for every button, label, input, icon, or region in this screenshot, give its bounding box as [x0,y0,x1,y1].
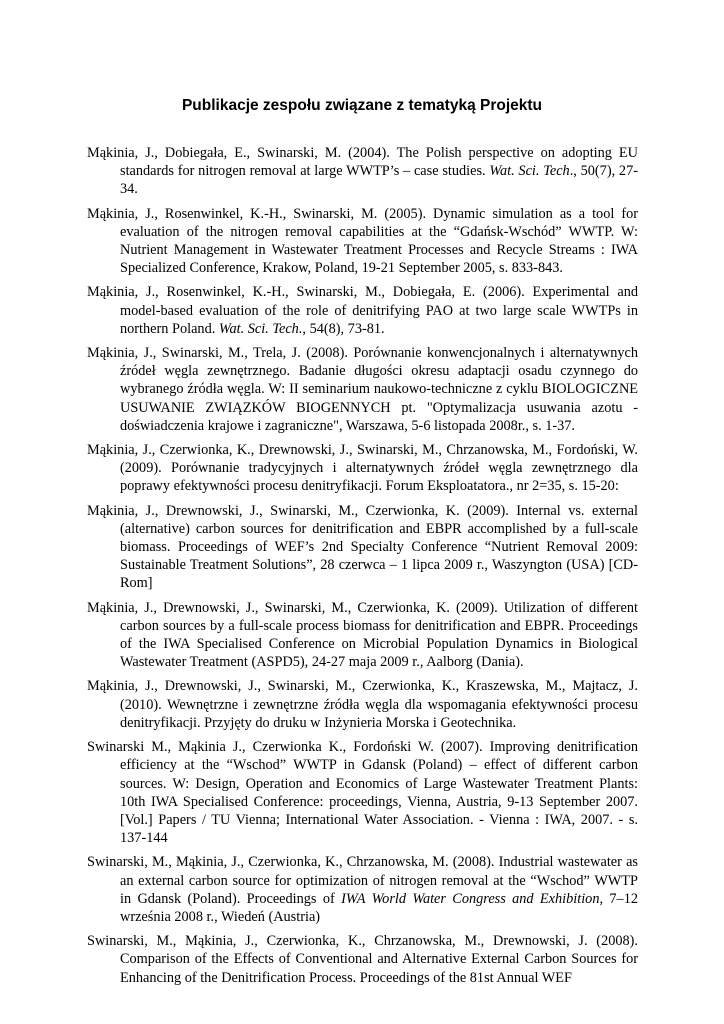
reference-text: ., 50(7), 27-34. [120,163,638,198]
reference-text: Mąkinia, J., Swinarski, M., Trela, J. (2008). Porównanie konwencjonalnych i alternatywnych źródeł węgla zewnętrznego. Badanie długości okresu adaptacji osadu czynnego do wybranego źródła węgla. W: II seminarium naukowo-techniczne z cyklu BIOLOGICZNE USUWANIE ZWIĄZKÓW BIOGENNYCH pt. "Optymalizacja usuwania azotu - doświadczenia krajowe i zagraniczne", Warszawa, 5-6 listopada 2008r., s. 1-37. [87,345,638,434]
reference-text: Mąkinia, J., Czerwionka, K., Drewnowski, J., Swinarski, M., Chrzanowska, M., Fordoński, W. (2009). Porównanie tradycyjnych i alternatywnych źródeł węgla zewnętrznego dla poprawy efektywności procesu denitryfikacji. Forum Eksploatatora., nr 2=35, s. 15-20: [87,442,638,495]
reference-text: Mąkinia, J., Drewnowski, J., Swinarski, M., Czerwionka, K. (2009). Utilization of different carbon sources by a full-scale process biomass for denitrification and EBPR. Proceedings of the IWA Specialised Conference on Microbial Population Dynamics in Biological Wastewater Treatment (ASPD5), 24-27 maja 2009 r., Aalborg (Dania). [87,599,638,671]
reference-entry [87,932,638,987]
reference-text: Mąkinia, J., Rosenwinkel, K.-H., Swinarski, M., Dobiegała, E. (2006). Experimental and model-based evaluation of the role of denitrifying PAO at two large scale WWTPs in northern Poland. [87,284,638,337]
reference-italic-text: Wat. Sci. Tech [489,163,570,180]
reference-text: , 54(8), 73-81. [302,320,385,337]
reference-text: Swinarski M., Mąkinia J., Czerwionka K., Fordoński W. (2007). Improving denitrification efficiency at the “Wschod” WWTP in Gdansk (Poland) – effect of different carbon sources. W: Design, Operation and Economics of Large Wastewater Treatment Plants: 10th IWA Specialised Conference: proceedings, Vienna, Austria, 9-13 September 2007. [Vol.] Papers / TU Vienna; International Water Association. - Vienna : IWA, 2007. - s. 137-144 [87,739,638,847]
reference-entry [87,677,638,732]
reference-entry [87,283,638,338]
reference-entry [87,738,638,847]
reference-text: Mąkinia, J., Drewnowski, J., Swinarski, M., Czerwionka, K. (2009). Internal vs. external (alternative) carbon sources for denitrification and EBPR accomplished by a full-scale biomass. Proceedings of WEF’s 2nd Specialty Conference “Nutrient Removal 2009: Sustainable Treatment Solutions”, 28 czerwca – 1 lipca 2009 r., Waszyngton (USA) [CD-Rom] [87,502,638,592]
reference-text: Mąkinia, J., Rosenwinkel, K.-H., Swinarski, M. (2005). Dynamic simulation as a tool for evaluation of the nitrogen removal capabilities at the “Gdańsk-Wschód” WWTP. W: Nutrient Management in Wastewater Treatment Processes and Recycle Streams : IWA Specialized Conference, Krakow, Poland, 19-21 September 2005, s. 833-843. [87,205,638,277]
reference-entry [87,853,638,926]
reference-text: , 7–12 września 2008 r., Wiedeń (Austria) [120,890,638,925]
reference-entry [87,502,638,593]
page-title: Publikacje zespołu związane z tematyką Projektu [181,97,543,114]
reference-list [87,144,638,993]
reference-entry [87,344,638,435]
reference-entry [87,205,638,278]
reference-text: Swinarski, M., Mąkinia, J., Czerwionka, K., Chrzanowska, M., Drewnowski, J. (2008). Comparison of the Effects of Conventional and Alternative External Carbon Sources for Enhancing of the Denitrification Process. Proceedings of the 81st Annual WEF [87,933,638,986]
reference-text: Swinarski, M., Mąkinia, J., Czerwionka, K., Chrzanowska, M. (2008). Industrial wastewater as an external carbon source for optimization of nitrogen removal at the “Wschod” WWTP in Gdansk (Poland). Proceedings of [87,854,638,907]
reference-entry [87,599,638,672]
reference-italic-text: IWA World Water Congress and Exhibition [341,890,600,907]
reference-text: Mąkinia, J., Dobiegała, E., Swinarski, M. (2004). The Polish perspective on adopting EU standards for nitrogen removal at large WWTP’s – case studies. [87,145,638,180]
reference-text: Mąkinia, J., Drewnowski, J., Swinarski, M., Czerwionka, K., Kraszewska, M., Majtacz, J. (2010). Wewnętrzne i zewnętrzne źródła węgla dla wspomagania efektywności procesu denitryfikacji. Przyjęty do druku w Inżynieria Morska i Geotechnika. [87,678,638,731]
reference-entry [87,441,638,496]
reference-entry [87,144,638,199]
reference-italic-text: Wat. Sci. Tech. [218,320,303,337]
